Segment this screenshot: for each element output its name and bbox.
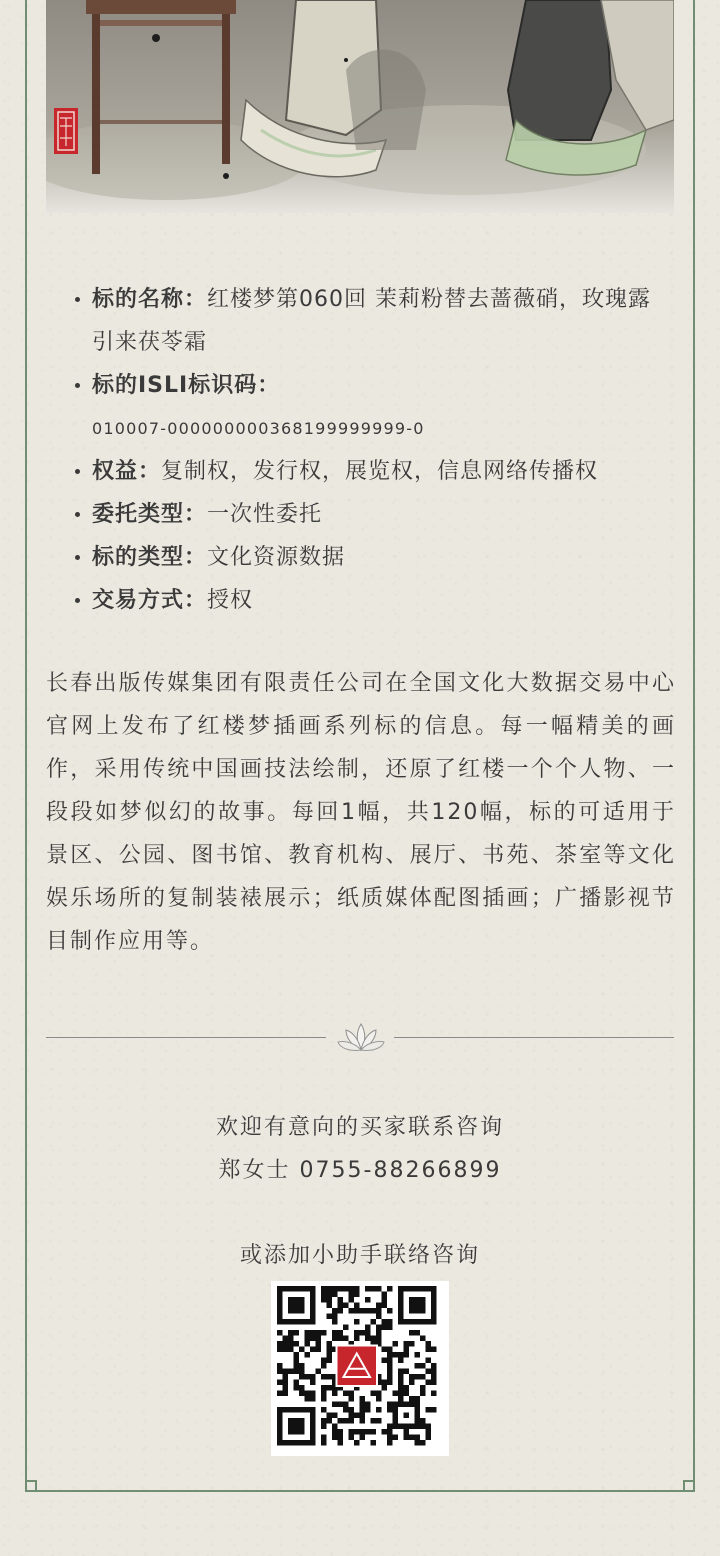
detail-label: 标的类型： [92,545,208,570]
detail-label: 委托类型： [92,502,208,527]
details-list [70,278,670,622]
illustration-image [46,0,674,213]
detail-item-subject-type [70,536,670,579]
detail-item-rights [70,450,670,493]
detail-value: 红楼梦第060回 茉莉粉替去蔷薇硝，玫瑰露引来茯苓霜 [92,287,652,355]
detail-label: 交易方式： [92,588,208,613]
divider-line-right [394,1037,674,1038]
detail-value: 010007-000000000368199999999-0 [92,419,425,438]
detail-value: 复制权，发行权，展览权，信息网络传播权 [161,459,599,484]
contact-assistant-text: 或添加小助手联络咨询 [239,1243,480,1268]
red-seal-icon [54,108,78,154]
detail-label: 标的名称： [92,287,208,312]
contact-welcome-text: 欢迎有意向的买家联系咨询 [215,1115,504,1140]
detail-label: 权益： [92,459,162,484]
detail-item-commission-type [70,493,670,536]
detail-label: 标的ISLI标识码： [92,373,281,398]
detail-value: 文化资源数据 [207,545,346,570]
detail-item-isli [70,364,670,450]
qr-code [271,1281,449,1456]
lotus-flower-icon [336,1018,386,1058]
contact-phone-text: 郑女士 0755-88266899 [218,1158,502,1183]
detail-value: 授权 [207,588,254,613]
detail-item-trade-method [70,579,670,622]
frame-corner-left [25,1480,37,1492]
description-paragraph: 长春出版传媒集团有限责任公司在全国文化大数据交易中心官网上发布了红楼梦插画系列标的信息。每一幅精美的画作，采用传统中国画技法绘制，还原了红楼一个个人物、一段段如梦似幻的故事。每回1幅，共120幅，标的可适用于景区、公园、图书馆、教育机构、展厅、书苑、茶室等文化娱乐场所的复制装裱展示；纸质媒体配图插画；广播影视节目制作应用等。 [46,671,676,954]
detail-item-name [70,278,670,364]
frame-corner-right [683,1480,695,1492]
section-divider [46,1018,674,1058]
frame-bottom-border [25,1490,695,1492]
detail-value: 一次性委托 [207,502,323,527]
divider-line-left [46,1037,326,1038]
